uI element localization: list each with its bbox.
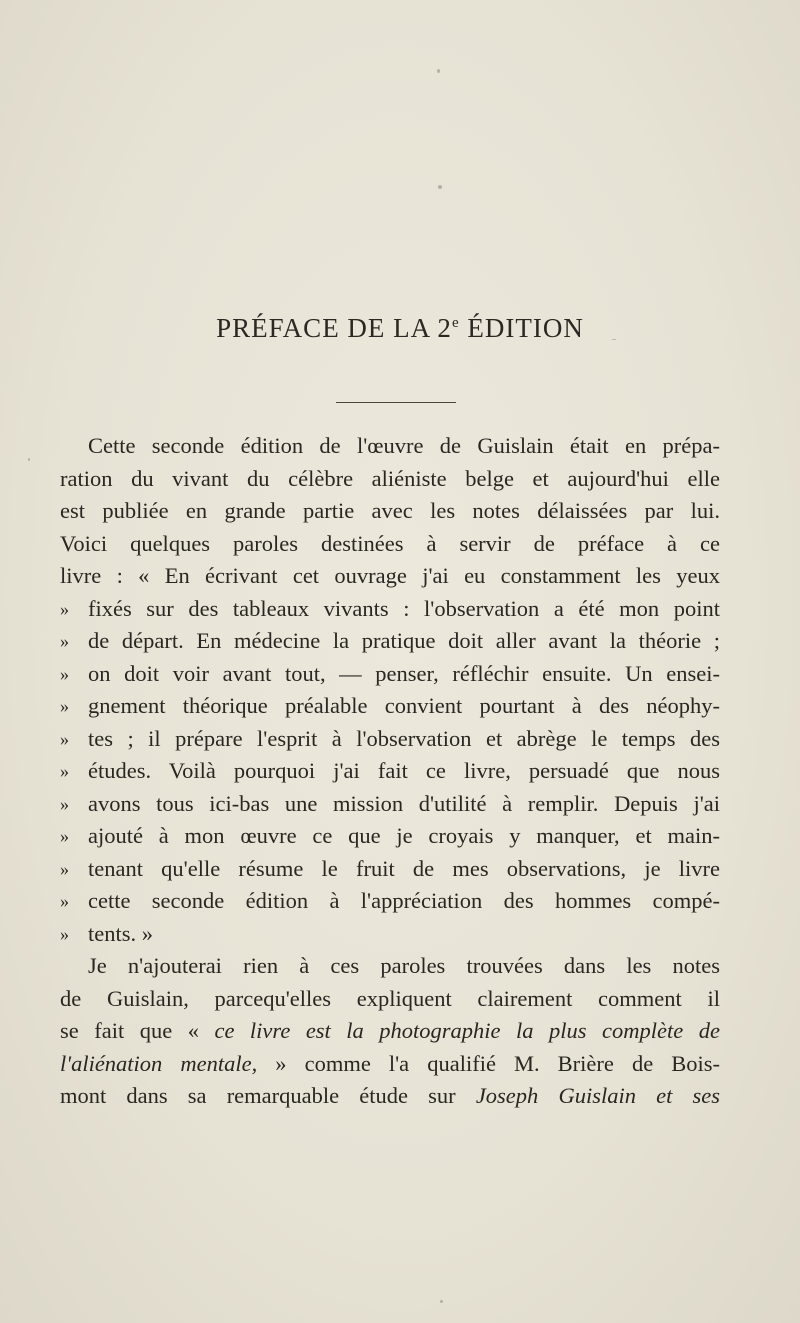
quote-text: de départ. En médecine la pratique doit aller avant la théorie ; — [88, 628, 720, 653]
quote-mark: » — [60, 858, 69, 879]
quote-text: fixés sur des tableaux vivants : l'observation a été mon point — [88, 595, 720, 621]
paper-speck — [28, 458, 30, 461]
paper-speck — [440, 1300, 443, 1303]
quote-line — [60, 853, 720, 886]
text-line — [60, 1080, 720, 1113]
quote-text: études. Voilà pourquoi j'ai fait ce livre, persuadé que nous — [88, 758, 720, 783]
title-text: PRÉFACE DE LA 2 — [216, 313, 452, 343]
quote-line — [60, 820, 720, 853]
quote-mark: » — [60, 891, 69, 911]
quote-line — [60, 690, 720, 723]
quote-text: gnement théorique préalable convient pourtant à des néophy- — [88, 693, 720, 718]
title-divider — [336, 402, 456, 403]
quote-line — [60, 658, 720, 691]
quote-line — [60, 593, 720, 626]
page-title — [0, 313, 800, 344]
quote-mark: » — [60, 598, 69, 619]
quote-text: tes ; il prépare l'esprit à l'observation et abrège le temps des — [88, 725, 720, 751]
quote-mark: » — [60, 923, 69, 944]
quote-text: cette seconde édition à l'appréciation des hommes compé- — [88, 888, 720, 913]
paper-speck — [437, 69, 440, 73]
quote-line — [60, 788, 720, 821]
quote-mark: » — [60, 793, 69, 814]
quote-mark: » — [60, 696, 69, 716]
title-text-end: ÉDITION — [459, 313, 584, 343]
text-line: livre : « En écrivant cet ouvrage j'ai eu constamment les yeux — [60, 563, 720, 588]
quote-text: tenant qu'elle résume le fruit de mes observations, je livre — [88, 855, 720, 881]
quote-mark: » — [60, 663, 69, 684]
title-superscript: e — [451, 315, 460, 331]
quote-line — [60, 755, 720, 788]
quote-mark: » — [60, 728, 69, 749]
quote-mark: » — [60, 826, 69, 846]
quote-line — [60, 918, 720, 951]
text-span: se fait que « — [60, 1018, 215, 1043]
italic-text: l'aliénation mentale, — [60, 1050, 258, 1076]
text-line — [60, 1048, 720, 1081]
quote-line — [60, 885, 720, 918]
quote-line — [60, 723, 720, 756]
text-line: Voici quelques paroles destinées à servir de préface à ce — [60, 530, 720, 556]
quote-line — [60, 625, 720, 658]
text-line: est publiée en grande partie avec les notes délaissées par lui. — [60, 498, 720, 523]
quote-mark: » — [60, 631, 69, 651]
quote-text: on doit voir avant tout, — penser, réfléchir ensuite. Un ensei- — [88, 660, 720, 686]
text-line: Je n'ajouterai rien à ces paroles trouvées dans les notes — [88, 953, 720, 978]
quote-mark: » — [60, 761, 69, 781]
text-line: Cette seconde édition de l'œuvre de Guislain était en prépa- — [88, 433, 720, 458]
text-line — [60, 1015, 720, 1048]
quote-text: avons tous ici-bas une mission d'utilité à remplir. Depuis j'ai — [88, 790, 720, 816]
italic-text: Joseph Guislain et ses — [475, 1083, 720, 1108]
quote-text: tents. » — [88, 920, 153, 946]
paper-speck — [438, 185, 442, 189]
text-span: mont dans sa remarquable étude sur — [60, 1083, 476, 1108]
text-line: de Guislain, parcequ'elles expliquent clairement comment il — [60, 985, 720, 1011]
italic-text: ce livre est la photographie la plus complète de — [214, 1018, 720, 1043]
text-line: ration du vivant du célèbre aliéniste belge et aujourd'hui elle — [60, 465, 720, 491]
quote-text: ajouté à mon œuvre ce que je croyais y manquer, et main- — [88, 823, 720, 848]
body-text — [60, 430, 720, 1113]
text-span: » comme l'a qualifié M. Brière de Bois- — [257, 1050, 720, 1076]
